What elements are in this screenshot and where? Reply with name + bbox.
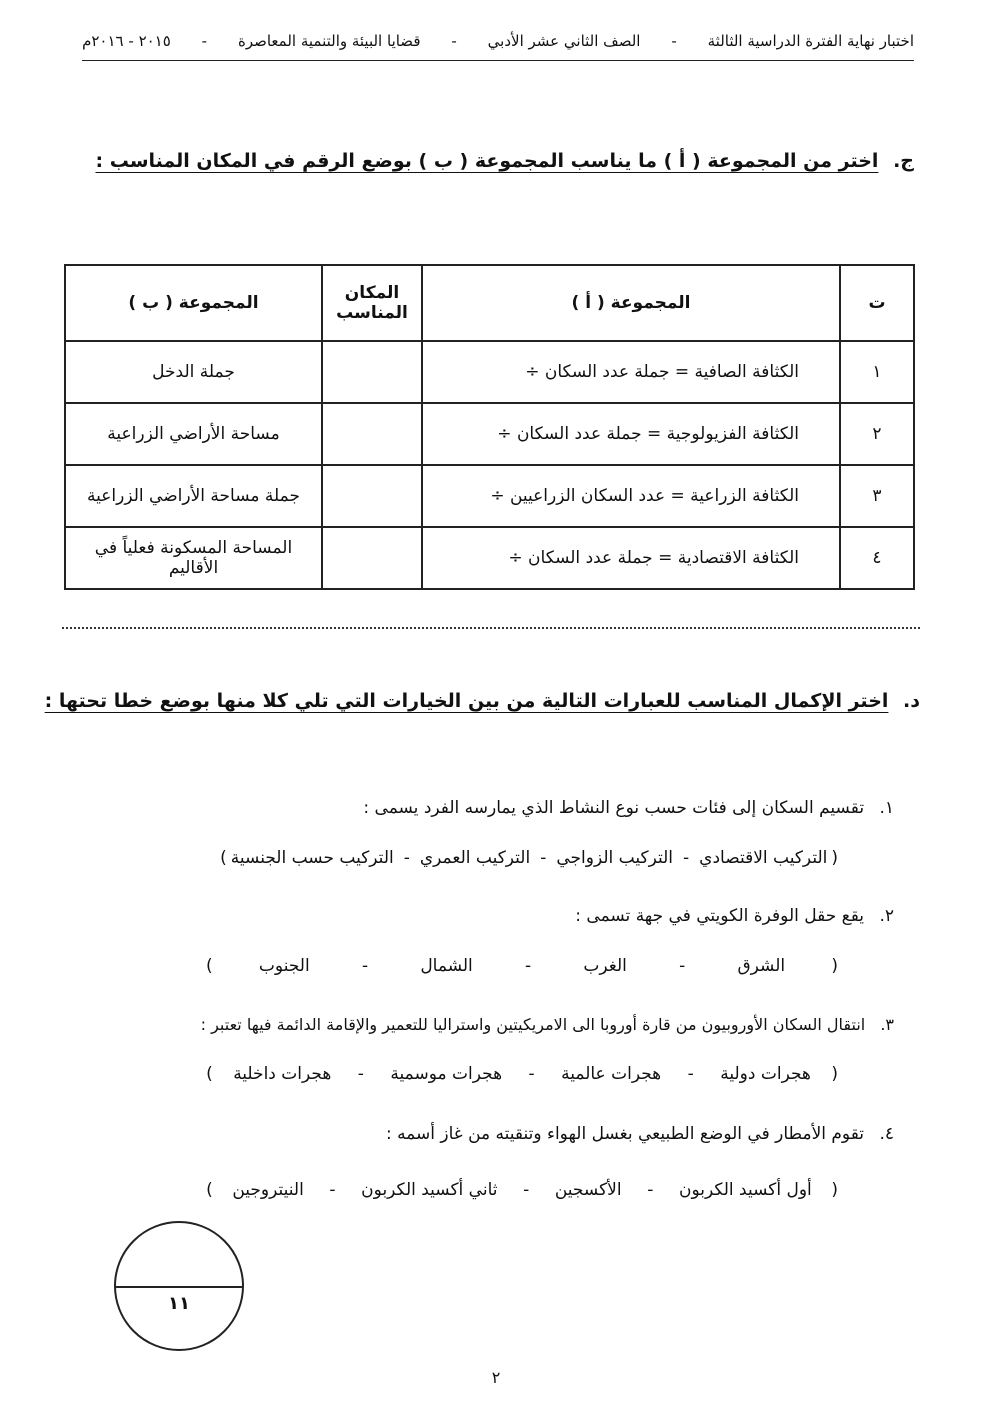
score-divider <box>116 1286 242 1288</box>
question-text: يقع حقل الوفرة الكويتي في جهة تسمى : <box>575 906 865 926</box>
row-place-answer[interactable] <box>322 341 422 403</box>
row-group-a: الكثافة الصافية = جملة عدد السكان ÷ <box>422 341 840 403</box>
section-c-title <box>96 150 914 172</box>
question-number: ٤. <box>879 1124 894 1144</box>
choice-option[interactable]: ثاني أكسيد الكربون <box>361 1180 498 1200</box>
question-4 <box>386 1124 894 1144</box>
question-text: تقوم الأمطار في الوضع الطبيعي بغسل الهواء وتنقيته من غاز أسمه : <box>385 1124 865 1144</box>
section-d-title <box>45 690 920 712</box>
header-grade: الصف الثاني عشر الأدبي <box>487 32 641 50</box>
choice-option[interactable]: الشمال <box>420 956 473 976</box>
header-year: ٢٠١٥ - ٢٠١٦م <box>82 32 171 50</box>
section-d-letter: د. <box>903 690 920 712</box>
choice-option[interactable]: هجرات موسمية <box>390 1064 503 1084</box>
choice-option[interactable]: التركيب الاقتصادي <box>699 848 828 868</box>
header-separator: - <box>671 32 677 50</box>
choice-option[interactable]: هجرات عالمية <box>561 1064 662 1084</box>
header-group-b: المجموعة ( ب ) <box>65 265 322 341</box>
header-separator: - <box>201 32 208 50</box>
section-divider <box>62 627 920 629</box>
row-group-a: الكثافة الزراعية = عدد السكان الزراعيين ÷ <box>422 465 840 527</box>
row-place-answer[interactable] <box>322 403 422 465</box>
row-number: ٣ <box>840 465 914 527</box>
section-d-instruction: اختر الإكمال المناسب للعبارات التالية من بين الخيارات التي تلي كلا منها بوضع خطا تحتها : <box>44 690 889 712</box>
header-subject: قضايا البيئة والتنمية المعاصرة <box>237 32 421 50</box>
table-row <box>65 465 914 527</box>
choice-option[interactable]: أول أكسيد الكربون <box>678 1180 812 1200</box>
choice-option[interactable]: التركيب الزواجي <box>556 848 673 868</box>
exam-header <box>82 32 914 50</box>
choice-option[interactable]: الأكسجين <box>554 1180 622 1200</box>
section-c-instruction: اختر من المجموعة ( أ ) ما يناسب المجموعة ( ب ) بوضع الرقم في المكان المناسب : <box>95 150 879 172</box>
choice-option[interactable]: هجرات داخلية <box>233 1064 332 1084</box>
row-group-a: الكثافة الاقتصادية = جملة عدد السكان ÷ <box>422 527 840 589</box>
section-c-letter: ج. <box>893 150 914 172</box>
choice-option[interactable]: الشرق <box>737 956 786 976</box>
matching-table <box>64 264 915 590</box>
header-number: ت <box>840 265 914 341</box>
choices-1: ( التركيب الاقتصادي - التركيب الزواجي - التركيب العمري - التركيب حسب الجنسية ) <box>220 848 838 868</box>
row-group-b: المساحة المسكونة فعلياً في الأقاليم <box>65 527 322 589</box>
row-number: ١ <box>840 341 914 403</box>
row-group-b: جملة الدخل <box>65 341 322 403</box>
score-circle <box>114 1221 244 1351</box>
header-group-a: المجموعة ( أ ) <box>422 265 840 341</box>
header-separator: - <box>451 32 457 50</box>
row-place-answer[interactable] <box>322 465 422 527</box>
choices-2: ( الشرق - الغرب - الشمال - الجنوب ) <box>206 956 838 976</box>
row-group-b: مساحة الأراضي الزراعية <box>65 403 322 465</box>
question-number: ٢. <box>879 906 894 926</box>
row-group-b: جملة مساحة الأراضي الزراعية <box>65 465 322 527</box>
score-value: ١١ <box>168 1293 190 1314</box>
choice-option[interactable]: التركيب حسب الجنسية <box>230 848 394 868</box>
question-number: ٣. <box>880 1015 894 1034</box>
choices-3: ( هجرات دولية - هجرات عالمية - هجرات موسمية - هجرات داخلية ) <box>206 1064 838 1084</box>
question-number: ١. <box>879 798 894 818</box>
choice-option[interactable]: هجرات دولية <box>720 1064 811 1084</box>
choice-option[interactable]: التركيب العمري <box>419 848 531 868</box>
choice-option[interactable]: الغرب <box>583 956 627 976</box>
header-exam: اختبار نهاية الفترة الدراسية الثالثة <box>707 32 914 50</box>
table-row <box>65 403 914 465</box>
row-number: ٤ <box>840 527 914 589</box>
page-number: ٢ <box>491 1368 501 1387</box>
question-1 <box>363 798 894 818</box>
question-text: تقسيم السكان إلى فئات حسب نوع النشاط الذي يمارسه الفرد يسمى : <box>363 798 865 818</box>
row-group-a: الكثافة الفزيولوجية = جملة عدد السكان ÷ <box>422 403 840 465</box>
question-3 <box>201 1015 894 1034</box>
table-row <box>65 527 914 589</box>
header-divider <box>82 60 914 61</box>
table-row <box>65 341 914 403</box>
row-number: ٢ <box>840 403 914 465</box>
choices-4: ( أول أكسيد الكربون - الأكسجين - ثاني أكسيد الكربون - النيتروجين ) <box>206 1180 838 1200</box>
choice-option[interactable]: الجنوب <box>258 956 310 976</box>
row-place-answer[interactable] <box>322 527 422 589</box>
question-text: انتقال السكان الأوروبيون من قارة أوروبا الى الامريكيتين واستراليا للتعمير والإقامة الدائمة فيها تعتبر : <box>200 1015 866 1034</box>
table-header-row <box>65 265 914 341</box>
question-2 <box>575 906 894 926</box>
choice-option[interactable]: النيتروجين <box>232 1180 304 1200</box>
header-place: المكان المناسب <box>322 265 422 341</box>
